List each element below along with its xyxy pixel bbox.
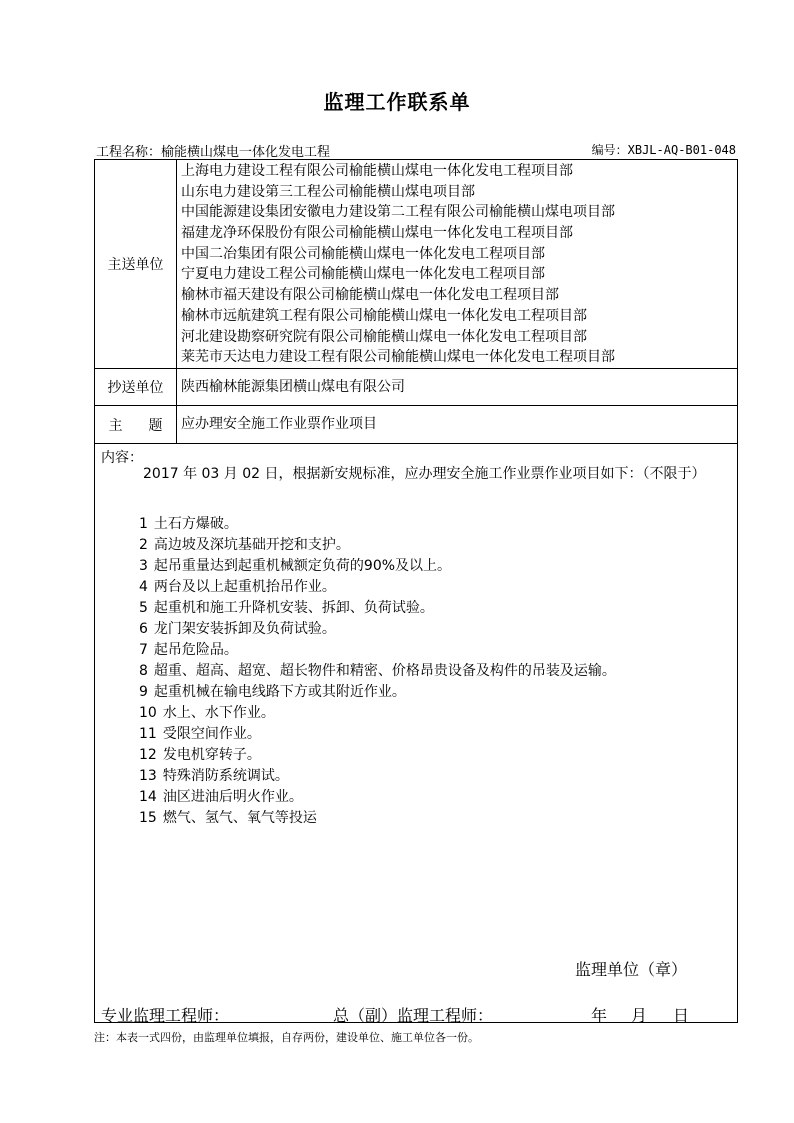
subject-row (95, 406, 737, 444)
work-item-text: 水上、水下作业。 (162, 705, 275, 721)
work-item-text: 特殊消防系统调试。 (162, 768, 289, 784)
work-item-text: 超重、超高、超宽、超长物件和精密、价格昂贵设备及构件的吊装及运输。 (153, 663, 616, 679)
work-item-text: 起重机械在输电线路下方或其附近作业。 (153, 684, 406, 700)
work-item (139, 535, 616, 556)
main-recipients-value (181, 161, 733, 368)
work-item-number: 6 (139, 621, 148, 637)
work-item-text: 起吊重量达到起重机械额定负荷的90%及以上。 (153, 558, 452, 574)
work-item-text: 土石方爆破。 (153, 516, 238, 532)
work-item (139, 577, 616, 598)
work-item (139, 808, 616, 829)
content-intro: 2017 年 03 月 02 日，根据新安规标准，应办理安全施工作业票作业项目如下：（不限于） (143, 466, 706, 482)
recipient-item: 宁夏电力建设工程公司榆能横山煤电一体化发电工程项目部 (181, 266, 545, 283)
work-item-text: 起重机和施工升降机安装、拆卸、负荷试验。 (153, 600, 434, 616)
work-item-number: 13 (139, 768, 157, 784)
recipient-item: 上海电力建设工程有限公司榆能横山煤电一体化发电工程项目部 (181, 163, 573, 179)
content-label: 内容： (101, 450, 143, 466)
work-item-text: 起吊危险品。 (153, 642, 238, 658)
work-item (139, 682, 616, 703)
work-item-number: 11 (139, 726, 157, 742)
main-recipients-row (95, 160, 737, 369)
subject-label (95, 406, 177, 443)
work-item-number: 9 (139, 684, 148, 700)
work-item-number: 2 (139, 537, 148, 553)
work-item-text: 燃气、氢气、氧气等投运 (162, 810, 317, 826)
work-item (139, 640, 616, 661)
work-item (139, 787, 616, 808)
recipient-list (181, 161, 733, 368)
work-item (139, 745, 616, 766)
recipient-item: 山东电力建设第三工程公司榆能横山煤电项目部 (181, 183, 475, 200)
work-item-number: 1 (139, 516, 148, 532)
work-item (139, 514, 616, 535)
chief-engineer-signature: 总（副）监理工程师： (333, 1006, 494, 1025)
supervision-seal: 监理单位（章） (574, 960, 687, 979)
work-item-number: 5 (139, 600, 148, 616)
cc-row (95, 369, 737, 406)
contact-form-table (94, 159, 738, 1023)
work-item (139, 766, 616, 787)
work-item-number: 8 (139, 663, 148, 679)
work-item-text: 受限空间作业。 (162, 726, 261, 742)
form-meta (96, 141, 736, 159)
recipient-item: 榆林市福天建设有限公司榆能横山煤电一体化发电工程项目部 (181, 287, 559, 304)
work-item (139, 661, 616, 682)
work-item (139, 703, 616, 724)
date-year: 年 (591, 1006, 608, 1025)
cc-value: 陕西榆林能源集团横山煤电有限公司 (181, 379, 405, 395)
content-section (95, 444, 737, 1022)
work-item (139, 619, 616, 640)
project-name: 工程名称：榆能横山煤电一体化发电工程 (96, 145, 331, 160)
recipient-item: 中国能源建设集团安徽电力建设第二工程有限公司榆能横山煤电项目部 (181, 204, 615, 221)
recipient-item: 中国二冶集团有限公司榆能横山煤电一体化发电工程项目部 (181, 245, 545, 262)
specialist-engineer-signature: 专业监理工程师： (101, 1006, 230, 1025)
date-day: 日 (673, 1006, 690, 1025)
work-item (139, 598, 616, 619)
work-item-text: 发电机穿转子。 (162, 747, 261, 763)
work-item-list (139, 514, 616, 829)
recipient-item: 福建龙净环保股份有限公司榆能横山煤电一体化发电工程项目部 (181, 225, 573, 242)
work-item-text: 龙门架安装拆卸及负荷试验。 (153, 621, 336, 637)
work-item-text: 油区进油后明火作业。 (162, 789, 303, 805)
recipient-item: 河北建设勘察研究院有限公司榆能横山煤电一体化发电工程项目部 (181, 328, 587, 345)
work-item-number: 7 (139, 642, 148, 658)
subject-value: 应办理安全施工作业票作业项目 (181, 416, 377, 432)
work-item-number: 3 (139, 558, 148, 574)
recipient-item: 莱芜市天达电力建设工程有限公司榆能横山煤电一体化发电工程项目部 (181, 349, 615, 366)
subject-label-char-2: 题 (148, 417, 163, 434)
cc-label: 抄送单位 (95, 369, 177, 405)
work-item (139, 556, 616, 577)
work-item-number: 4 (139, 579, 148, 595)
date-month: 月 (631, 1006, 648, 1025)
main-recipients-label: 主送单位 (95, 160, 177, 368)
page-title: 监理工作联系单 (323, 90, 471, 114)
work-item-number: 15 (139, 810, 157, 826)
recipient-item: 榆林市远航建筑工程有限公司榆能横山煤电一体化发电工程项目部 (181, 307, 587, 324)
work-item-number: 10 (139, 705, 157, 721)
work-item-text: 两台及以上起重机抬吊作业。 (153, 579, 336, 595)
form-number: 编号：XBJL-AQ-B01-048 (591, 143, 736, 157)
work-item (139, 724, 616, 745)
work-item-number: 14 (139, 789, 157, 805)
work-item-text: 高边坡及深坑基础开挖和支护。 (153, 537, 350, 553)
footnote: 注：本表一式四份，由监理单位填报，自存两份，建设单位、施工单位各一份。 (94, 1031, 479, 1044)
work-item-number: 12 (139, 747, 157, 763)
subject-label-char-1: 主 (108, 417, 123, 434)
